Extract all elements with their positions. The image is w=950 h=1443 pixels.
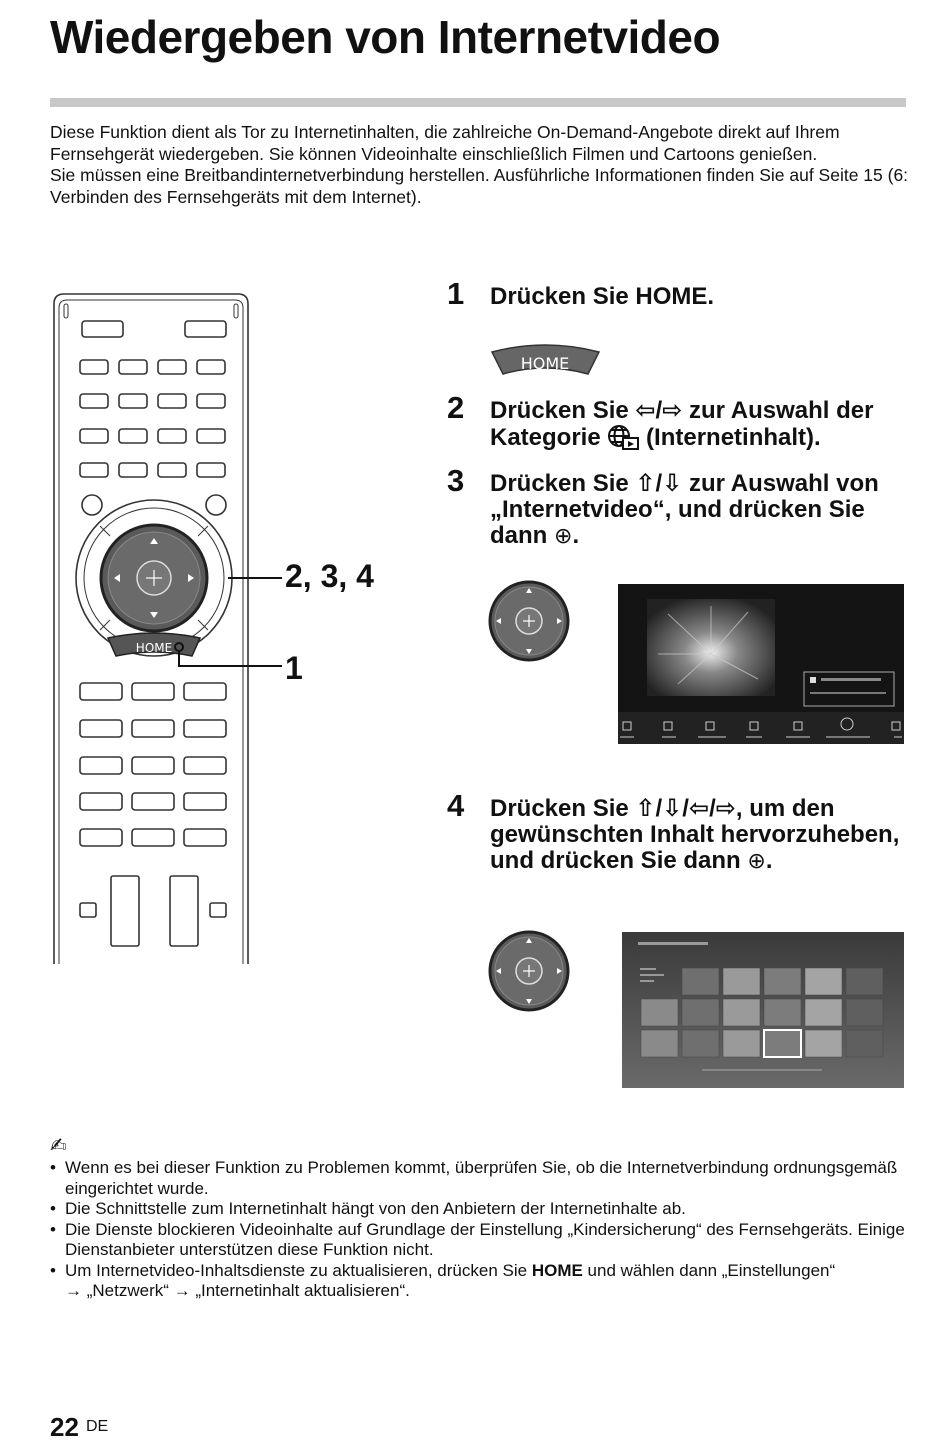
- step-3-text-a: Drücken Sie: [490, 470, 636, 497]
- content-thumbnail: [764, 968, 801, 995]
- content-thumbnail: [805, 1030, 842, 1057]
- remote-button: [80, 793, 122, 810]
- remote-button: [132, 793, 174, 810]
- remote-button: [80, 829, 122, 846]
- step-2-text-b: zur Auswahl der Kategorie: [490, 397, 874, 451]
- remote-button: [119, 463, 147, 477]
- intro-paragraph-2: Sie müssen eine Breitbandinternetverbindung herstellen. Ausführliche Informationen finden Sie auf Seite 15 (6: Verbinden des Fernsehgeräts mit dem Internet).: [50, 165, 909, 207]
- remote-button: [158, 394, 186, 408]
- callout-lines: [170, 570, 285, 675]
- remote-button: [80, 360, 108, 374]
- page-number: 22: [50, 1412, 79, 1442]
- intro-paragraph-1: Diese Funktion dient als Tor zu Internetinhalten, die zahlreiche On-Demand-Angebote direkt auf Ihrem Fernsehgerät wiedergeben. Sie können Videoinhalte einschließlich Filmen und Cartoons genießen.: [50, 122, 840, 164]
- note-4-part-d: „Internetinhalt aktualisieren“.: [190, 1281, 410, 1300]
- content-thumbnail: [846, 999, 883, 1026]
- arrow-icon: →: [173, 1281, 191, 1300]
- remote-button: [184, 793, 226, 810]
- remote-button: [184, 829, 226, 846]
- remote-button: [158, 360, 186, 374]
- note-item: [50, 1261, 920, 1302]
- remote-button: [132, 829, 174, 846]
- remote-button: [197, 463, 225, 477]
- content-thumbnail: [723, 1030, 760, 1057]
- left-right-arrows-icon: ⇦/⇨: [635, 397, 683, 424]
- ok-button-icon: ⊕: [554, 523, 573, 548]
- remote-button: [119, 394, 147, 408]
- callout-home: 1: [285, 650, 303, 686]
- remote-button: [184, 720, 226, 737]
- content-thumbnail: [846, 968, 883, 995]
- page-language: DE: [86, 1418, 109, 1435]
- content-thumbnail: [723, 968, 760, 995]
- note-item: • Die Schnittstelle zum Internetinhalt hängt von den Anbietern der Internetinhalte ab.: [50, 1199, 920, 1220]
- step-4-number: 4: [447, 788, 465, 823]
- home-button-illustration: [488, 342, 603, 382]
- arrow-icon: →: [65, 1281, 82, 1300]
- note-4-part-a: Um Internetvideo-Inhaltsdienste zu aktualisieren, drücken Sie: [65, 1260, 532, 1280]
- remote-button: [132, 757, 174, 774]
- content-thumbnail: [641, 999, 678, 1026]
- content-thumbnail: [723, 999, 760, 1026]
- remote-button: [197, 360, 225, 374]
- remote-button: [132, 720, 174, 737]
- tv-screen-content-grid: [622, 932, 904, 1088]
- ok-button-icon: ⊕: [747, 848, 766, 873]
- remote-button: [197, 394, 225, 408]
- remote-button: [197, 429, 225, 443]
- step-2-text-a: Drücken Sie: [490, 397, 636, 424]
- step-3-number: 3: [447, 463, 465, 498]
- step-4-text-b: , um den gewünschten Inhalt hervorzuheben, und drücken Sie dann: [490, 795, 900, 874]
- step-2-number: 2: [447, 390, 465, 425]
- step-3-text-b: zur Auswahl von „Internetvideo“, und drücken Sie dann: [490, 470, 879, 549]
- content-thumbnail: [682, 968, 719, 995]
- title-rule: [50, 98, 906, 107]
- remote-button: [80, 720, 122, 737]
- up-down-arrows-icon: ⇧/⇩: [635, 470, 683, 497]
- note-item: • Wenn es bei dieser Funktion zu Problemen kommt, überprüfen Sie, ob die Internetverbindung ordnungsgemäß eingerichtet wurde.: [50, 1158, 920, 1199]
- content-thumbnail: [682, 1030, 719, 1057]
- dpad-illustration-step3: [488, 580, 570, 662]
- content-thumbnail: [641, 1030, 678, 1057]
- remote-button: [184, 683, 226, 700]
- step-2-text-c: (Internetinhalt).: [639, 424, 821, 451]
- callout-dpad: 2, 3, 4: [285, 558, 374, 594]
- content-thumbnail: [805, 999, 842, 1026]
- content-thumbnail: [846, 1030, 883, 1057]
- intro-text: [50, 122, 920, 208]
- page-title: Wiedergeben von Internetvideo: [50, 11, 721, 63]
- remote-button: [132, 683, 174, 700]
- step-3-text: [490, 471, 920, 549]
- remote-button: [158, 429, 186, 443]
- remote-button: [80, 683, 122, 700]
- remote-button: [184, 757, 226, 774]
- note-pencil-icon: ✍: [50, 1135, 67, 1157]
- remote-button: [119, 429, 147, 443]
- note-item: • Die Dienste blockieren Videoinhalte auf Grundlage der Einstellung „Kindersicherung“ des Fernsehgeräts. Einige Dienstanbieter unterstützen diese Funktion nicht.: [50, 1220, 920, 1261]
- step-4-text: [490, 796, 920, 874]
- note-4-part-c: „Netzwerk“: [82, 1281, 174, 1300]
- internet-content-globe-icon: [607, 424, 639, 450]
- remote-button: [80, 429, 108, 443]
- home-button-label: HOME: [520, 354, 570, 373]
- content-thumbnail: [805, 968, 842, 995]
- remote-button: [158, 463, 186, 477]
- four-way-arrows-icon: ⇧/⇩/⇦/⇨: [635, 795, 736, 822]
- content-thumbnail: [764, 999, 801, 1026]
- note-4-home: HOME: [531, 1260, 583, 1280]
- step-2-text: [490, 398, 920, 451]
- content-thumbnail: [764, 1030, 801, 1057]
- remote-button: [80, 463, 108, 477]
- tv-screen-home-menu: [618, 584, 904, 744]
- remote-button: [119, 360, 147, 374]
- remote-button: [80, 394, 108, 408]
- remote-button: [80, 757, 122, 774]
- step-1-number: 1: [447, 276, 465, 311]
- step-3-text-c: .: [572, 522, 580, 549]
- step-1-text: Drücken Sie HOME.: [490, 283, 715, 310]
- step-4-text-c: .: [765, 847, 773, 874]
- dpad-illustration-step4: [488, 930, 570, 1012]
- notes-list: [50, 1158, 920, 1302]
- step-4-text-a: Drücken Sie: [490, 795, 636, 822]
- remote-home-label: HOME: [135, 641, 173, 655]
- note-4-part-b: und wählen dann „Einstellungen“: [582, 1260, 836, 1280]
- content-thumbnail: [682, 999, 719, 1026]
